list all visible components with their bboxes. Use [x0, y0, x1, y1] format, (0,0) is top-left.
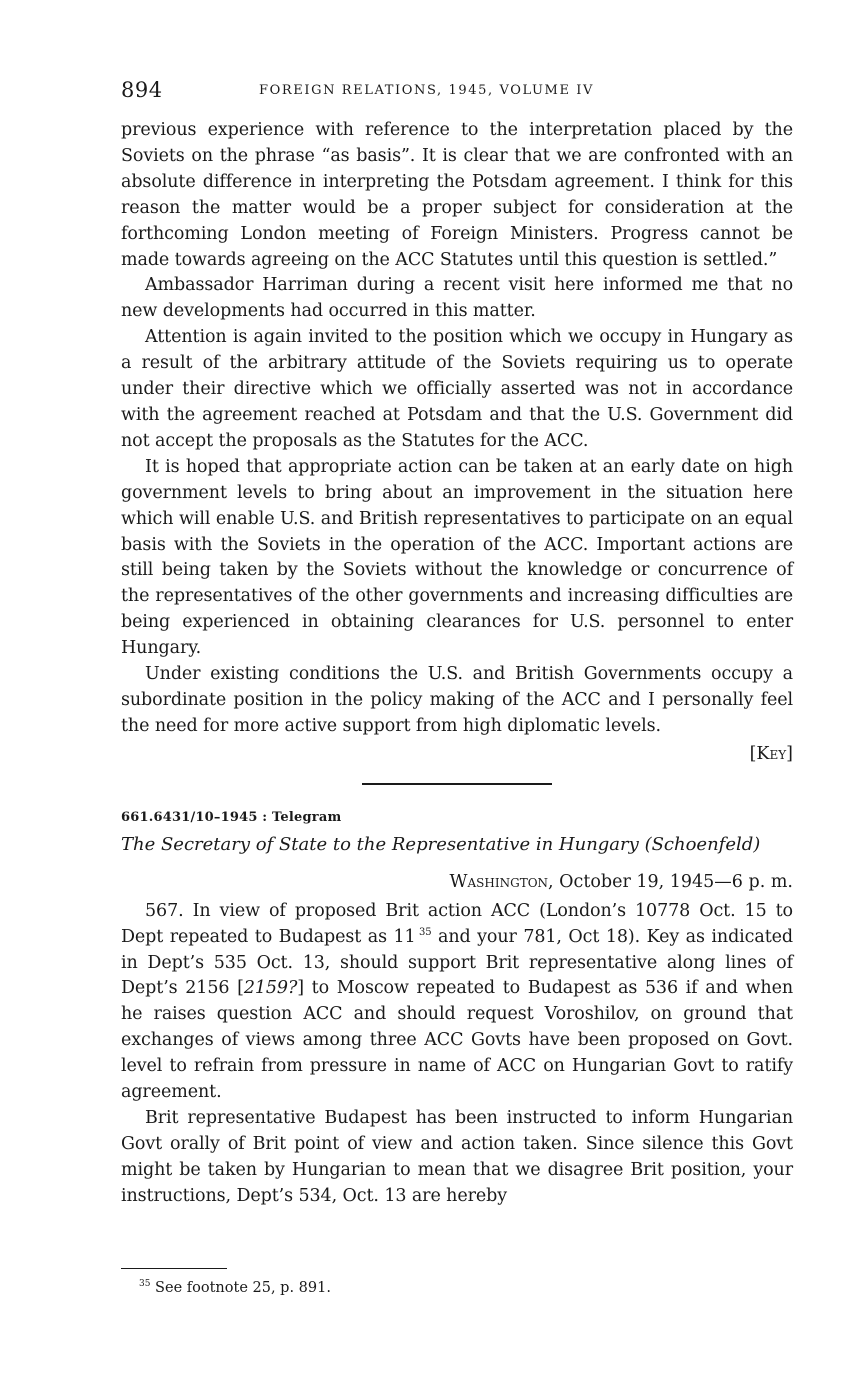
signature	[121, 741, 793, 767]
telegram-p1-part-b: and your 781, Oct 18). Key as indicated in Dept’s 535 Oct. 13, should support Brit representative along lines of Dept’s 2156 [	[121, 926, 793, 999]
telegram-paragraph-1	[121, 899, 793, 1106]
dateline	[121, 869, 793, 895]
telegram-title	[121, 831, 793, 859]
signature-name: [Key]	[749, 743, 793, 764]
dateline-date: , October 19, 1945—6 p. m.	[548, 871, 793, 892]
editorial-correction: 2159?	[243, 978, 298, 999]
telegram-p1-part-a: 567. In view of proposed Brit action ACC (London’s 10778 Oct. 15 to Dept repeated to Budapest as 11	[121, 900, 793, 947]
footnote-number: 35	[139, 1279, 151, 1290]
letter-paragraph-5: Under existing conditions the U.S. and British Governments occupy a subordinate position in the policy making of the ACC and I personally feel the need for more active support from high diplomatic levels.	[121, 664, 793, 736]
footnote-rule	[121, 1268, 227, 1269]
section-divider	[362, 783, 552, 785]
page-body	[121, 118, 793, 1210]
page-number: 894	[121, 78, 163, 102]
letter-paragraph-4: It is hoped that appropriate action can be taken at an early date on high government levels to bring about an improvement in the situation here which will enable U.S. and British representatives to participate on an equal basis with the Soviets in the operation of the ACC. Important actions are still being taken by the Soviets without the knowledge or concurrence of the representatives of the other governments and increasing difficulties are being experienced in obtaining clearances for U.S. personnel to enter Hungary.	[121, 456, 793, 659]
letter-paragraph-2: Ambassador Harriman during a recent visit here informed me that no new developments had occurred in this matter.	[121, 275, 793, 322]
telegram-title-text: The Secretary of State to the Representative in Hungary	[121, 833, 639, 855]
page-header	[121, 78, 793, 108]
footnote-text: See footnote 25, p. 891.	[150, 1280, 331, 1296]
telegram-recipient: (Schoenfeld)	[644, 833, 761, 855]
telegram-p1-part-c: ] to Moscow repeated to Budapest as 536 if and when he raises question ACC and should request Voroshilov, on ground that exchanges of views among three ACC Govts have been proposed on Govt. level to refrain from pressure in name of ACC on Hungarian Govt to ratify agreement.	[121, 978, 794, 1103]
footnote	[139, 1278, 331, 1298]
dateline-place: Washington	[449, 871, 549, 892]
telegram-paragraph-2: Brit representative Budapest has been instructed to inform Hungarian Govt orally of Brit point of view and action taken. Since silence this Govt might be taken by Hungarian to mean that we disagree Brit position, your instructions, Dept’s 534, Oct. 13 are hereby	[121, 1108, 793, 1206]
running-title: FOREIGN RELATIONS, 1945, VOLUME IV	[259, 83, 595, 98]
footnote-ref-35: 35	[418, 926, 432, 938]
letter-paragraph-3: Attention is again invited to the position which we occupy in Hungary as a result of the arbitrary attitude of the Soviets requiring us to operate under their directive which we officially asserted was not in accordance with the agreement reached at Potsdam and that the U.S. Government did not accept the proposals as the Statutes for the ACC.	[121, 327, 793, 451]
document-id: 661.6431/10–1945 : Telegram	[121, 809, 342, 825]
letter-paragraph-1: previous experience with reference to the interpretation placed by the Soviets on the phrase “as basis”. It is clear that we are confronted with an absolute difference in interpreting the Potsdam agreement. I think for this reason the matter would be a proper subject for consideration at the forthcoming London meeting of Foreign Ministers. Progress cannot be made towards agreeing on the ACC Statutes until this question is settled.”	[121, 120, 793, 270]
